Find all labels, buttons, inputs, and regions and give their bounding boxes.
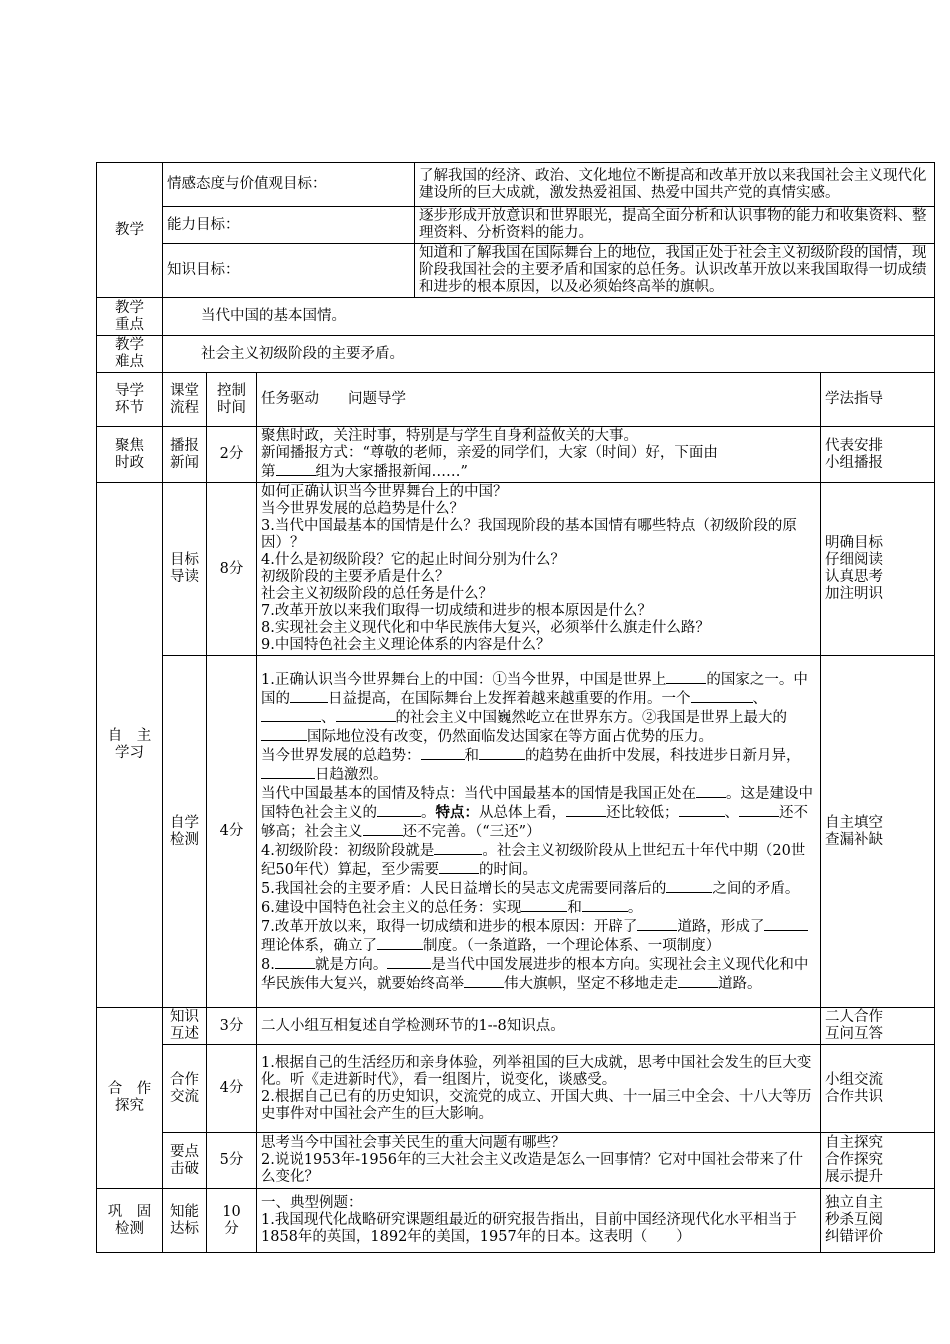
list-item: 如何正确认识当今世界舞台上的中国？ bbox=[261, 484, 508, 500]
blank bbox=[679, 803, 725, 817]
list-item: 7.改革开放以来我们取得一切成绩和进步的根本原因是什么？ bbox=[261, 603, 652, 619]
exchange-time: 4分 bbox=[207, 1045, 257, 1133]
blank bbox=[666, 879, 712, 893]
blank bbox=[421, 746, 465, 760]
consolidate-method: 独立自主 秒杀互阅 纠错评价 bbox=[821, 1189, 935, 1253]
objective-label-ability: 能力目标： bbox=[163, 207, 415, 244]
objective-label-knowledge: 知识目标： bbox=[163, 244, 415, 298]
objectives-section: 教学 bbox=[97, 163, 163, 298]
objective-text-knowledge: 知道和了解我国在国际舞台上的地位，我国正处于社会主义初级阶段的国情，现阶段我国社会的主要矛盾和国家的总任务。认识改革开放以来我国取得一切成绩和进步的根本原因，以及必须始终高举的旗帜。 bbox=[415, 244, 935, 298]
objective-text-ability: 逐步形成开放意识和世界眼光，提高全面分析和认识事物的能力和收集资料、整理资料、分析资料的能力。 bbox=[415, 207, 935, 244]
blank bbox=[739, 803, 779, 817]
list-item: 当今世界发展的总趋势是什么？ bbox=[261, 501, 464, 517]
blank bbox=[764, 917, 808, 931]
difficulty-label: 教学 难点 bbox=[97, 336, 163, 373]
header-stage: 导学 环节 bbox=[97, 373, 163, 427]
lesson-plan-table bbox=[96, 162, 935, 1253]
blank bbox=[691, 689, 753, 703]
check-method: 自主填空 查漏补缺 bbox=[821, 656, 935, 1008]
blank bbox=[696, 784, 726, 798]
blank bbox=[666, 670, 706, 684]
difficulty-text: 社会主义初级阶段的主要矛盾。 bbox=[163, 336, 935, 373]
consolidate-time: 10 分 bbox=[207, 1189, 257, 1253]
blank bbox=[261, 727, 307, 741]
coop-section: 合 作 探究 bbox=[97, 1008, 163, 1189]
crack-time: 5分 bbox=[207, 1133, 257, 1189]
consolidate-text: 一、典型例题： 1.我国现代化战略研究课题组最近的研究报告指出，目前中国经济现代化水平相当于1858年的英国，1892年的美国，1957年的日本。这表明（ ） bbox=[257, 1189, 821, 1253]
guide-method: 明确目标 仔细阅读 认真思考 加注明识 bbox=[821, 483, 935, 656]
objective-text-emotion: 了解我国的经济、政治、文化地位不断提高和改革开放以来我国社会主义现代化建设所的巨大成就，激发热爱祖国、热爱中国共产党的真情实感。 bbox=[415, 163, 935, 207]
header-task: 任务驱动 问题导学 bbox=[257, 373, 821, 427]
list-item: 9.中国特色社会主义理论体系的内容是什么？ bbox=[261, 637, 551, 653]
list-item: 初级阶段的主要矛盾是什么？ bbox=[261, 569, 450, 585]
crack-flow: 要点 击破 bbox=[163, 1133, 207, 1189]
crack-text: 思考当今中国社会事关民生的重大问题有哪些？ 2.说说1953年-1956年的三大社会主义改造是怎么一回事情？它对中国社会带来了什么变化？ bbox=[257, 1133, 821, 1189]
news-method: 代表安排 小组播报 bbox=[821, 427, 935, 483]
guide-questions bbox=[257, 483, 821, 656]
list-item: 社会主义初级阶段的总任务是什么？ bbox=[261, 586, 493, 602]
check-flow: 自学 检测 bbox=[163, 656, 207, 1008]
blank bbox=[434, 841, 482, 855]
blank bbox=[678, 974, 718, 988]
check-time: 4分 bbox=[207, 656, 257, 1008]
review-method: 二人合作 互问互答 bbox=[821, 1008, 935, 1045]
review-flow: 知识 互述 bbox=[163, 1008, 207, 1045]
blank bbox=[464, 974, 504, 988]
self-study-section: 自 主 学习 bbox=[97, 483, 163, 1008]
header-time: 控制 时间 bbox=[207, 373, 257, 427]
blank bbox=[275, 955, 315, 969]
blank bbox=[479, 746, 525, 760]
consolidate-section: 巩 固 检测 bbox=[97, 1189, 163, 1253]
objective-label-emotion: 情感态度与价值观目标： bbox=[163, 163, 415, 207]
blank bbox=[261, 708, 321, 722]
header-flow: 课堂 流程 bbox=[163, 373, 207, 427]
blank bbox=[261, 765, 315, 779]
check-text: 1.正确认识当今世界舞台上的中国：①当今世界，中国是世界上 的国家之一。中国的 日益提高，在国际舞台上发挥着越来越重要的作用。一个 、、 的社会主义中国巍然屹立在世界东方。②我国是世界上最大的国际地位没有改变，仍然面临发达国家在等方面占优势的压力。 当今世界发展的总趋势： 和 的趋势在曲折中发展，科技进步日新月异，日趋激烈。 当代中国最基本的国情及特点：当代中国最基本的国情是我国正处在 。这是建设中国特色社会主义的 。特点：从总体上看， 还比较低； 、 还不够高；社会主义 还不完善。（“三还”） 4.初级阶段：初级阶段就是 。社会主义初级阶段从上世纪五十年代中期（20世纪50年代）算起，至少需要 的时间。 5.我国社会的主要矛盾：人民日益增长的吴志文虎需要同落后的 之间的矛盾。 6.建设中国特色社会主义的总任务：实现 和 。 7.改革开放以来，取得一切成绩和进步的根本原因：开辟了 道路，形成了理论体系，确立了 制度。（一条道路，一个理论体系、一项制度） 8. 就是方向。 是当代中国发展进步的根本方向。实现社会主义现代化和中华民族伟大复兴，就要始终高举 伟大旗帜，坚定不移地走走 道路。 bbox=[257, 656, 821, 1008]
exchange-text: 1.根据自己的生活经历和亲身体验，列举祖国的巨大成就，思考中国社会发生的巨大变化。听《走进新时代》，看一组图片，说变化，谈感受。 2.根据自己已有的历史知识，交流党的成立、开国大典、十一届三中全会、十八大等历史事件对中国社会产生的巨大影响。 bbox=[257, 1045, 821, 1133]
news-section: 聚焦 时政 bbox=[97, 427, 163, 483]
blank bbox=[637, 917, 677, 931]
blank bbox=[377, 936, 423, 950]
blank bbox=[521, 898, 567, 912]
consolidate-flow: 知能 达标 bbox=[163, 1189, 207, 1253]
key-point-text: 当代中国的基本国情。 bbox=[163, 298, 935, 336]
review-time: 3分 bbox=[207, 1008, 257, 1045]
blank bbox=[387, 955, 431, 969]
news-flow: 播报 新闻 bbox=[163, 427, 207, 483]
blank bbox=[290, 689, 328, 703]
news-time: 2分 bbox=[207, 427, 257, 483]
guide-flow: 目标 导读 bbox=[163, 483, 207, 656]
blank bbox=[582, 898, 628, 912]
exchange-flow: 合作 交流 bbox=[163, 1045, 207, 1133]
blank bbox=[566, 803, 606, 817]
blank bbox=[377, 803, 421, 817]
review-text: 二人小组互相复述自学检测环节的1--8知识点。 bbox=[257, 1008, 821, 1045]
blank bbox=[276, 462, 316, 476]
news-text: 聚焦时政，关注时事，特别是与学生自身利益攸关的大事。 新闻播报方式：“尊敬的老师，亲爱的同学们，大家（时间）好，下面由 第 组为大家播报新闻……” bbox=[257, 427, 821, 483]
crack-method: 自主探究 合作探究 展示提升 bbox=[821, 1133, 935, 1189]
guide-time: 8分 bbox=[207, 483, 257, 656]
header-method: 学法指导 bbox=[821, 373, 935, 427]
blank bbox=[439, 860, 479, 874]
list-item: 3.当代中国最基本的国情是什么？我国现阶段的基本国情有哪些特点（初级阶段的原因）？ bbox=[261, 518, 797, 551]
list-item: 4.什么是初级阶段？它的起止时间分别为什么？ bbox=[261, 552, 565, 568]
key-point-label: 教学 重点 bbox=[97, 298, 163, 336]
blank bbox=[336, 708, 396, 722]
exchange-method: 小组交流 合作共识 bbox=[821, 1045, 935, 1133]
list-item: 8.实现社会主义现代化和中华民族伟大复兴，必须举什么旗走什么路？ bbox=[261, 620, 710, 636]
blank bbox=[363, 822, 403, 836]
